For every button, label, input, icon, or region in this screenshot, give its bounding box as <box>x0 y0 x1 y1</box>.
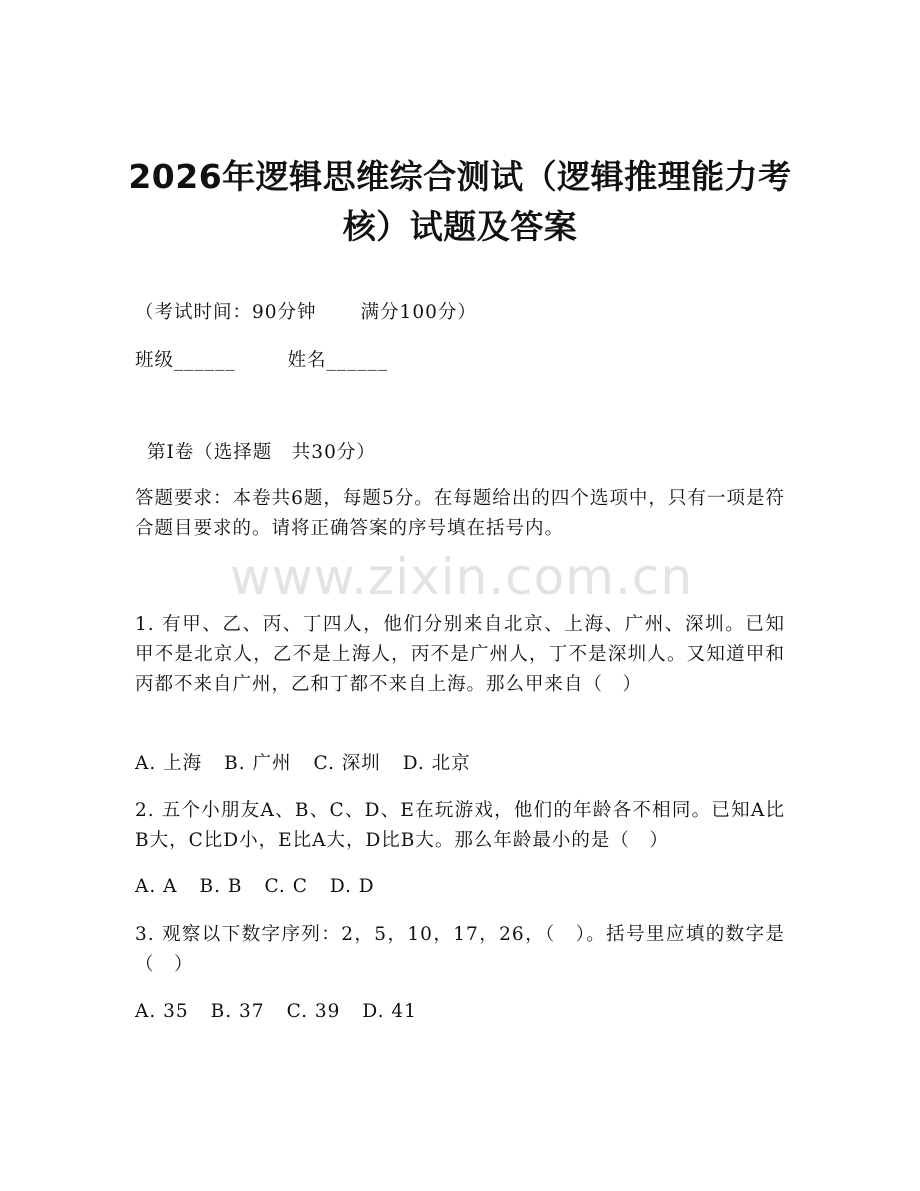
name-field: 姓名______ <box>287 350 389 371</box>
option-d: D. 41 <box>362 1001 417 1022</box>
question-2-stem: 2. 五个小朋友A、B、C、D、E在玩游戏，他们的年龄各不相同。已知A比B大，C比D小，E比A大，D比B大。那么年龄最小的是（ ） <box>135 800 785 851</box>
option-a: A. 上海 <box>135 753 203 774</box>
exam-time: （考试时间：90分钟 <box>135 302 317 323</box>
exam-full-score: 满分100分） <box>360 302 477 323</box>
option-b: B. B <box>199 876 243 897</box>
option-b: B. 37 <box>210 1001 265 1022</box>
option-d: D. D <box>329 876 375 897</box>
option-d: D. 北京 <box>402 753 471 774</box>
question-1-stem: 1. 有甲、乙、丙、丁四人，他们分别来自北京、上海、广州、深圳。已知甲不是北京人，乙不是上海人，丙不是广州人，丁不是深圳人。又知道甲和丙都不来自广州，乙和丁都不来自上海。那么甲来自（ ） <box>135 614 785 695</box>
option-b: B. 广州 <box>224 753 292 774</box>
option-a: A. A <box>135 876 178 897</box>
question-3-options <box>135 997 439 1027</box>
watermark: www.zixin.com.cn <box>230 548 694 606</box>
option-c: C. 深圳 <box>313 753 381 774</box>
option-c: C. C <box>264 876 308 897</box>
option-a: A. 35 <box>135 1001 189 1022</box>
title-line-1: 2026年逻辑思维综合测试（逻辑推理能力考 <box>128 157 792 196</box>
section-instructions: 答题要求：本卷共6题，每题5分。在每题给出的四个选项中，只有一项是符合题目要求的。请将正确答案的序号填在括号内。 <box>135 488 785 539</box>
question-3-stem: 3. 观察以下数字序列：2，5，10，17，26，（ ）。括号里应填的数字是（ ） <box>135 924 785 975</box>
class-field: 班级______ <box>135 350 236 371</box>
student-info <box>135 346 388 376</box>
exam-info <box>135 298 477 328</box>
question-1-options <box>135 749 493 779</box>
title-line-2: 核）试题及答案 <box>342 207 578 246</box>
section-heading: 第Ⅰ卷（选择题 共30分） <box>147 442 376 463</box>
option-c: C. 39 <box>286 1001 341 1022</box>
document-title <box>120 152 800 252</box>
question-2-options <box>135 872 397 902</box>
